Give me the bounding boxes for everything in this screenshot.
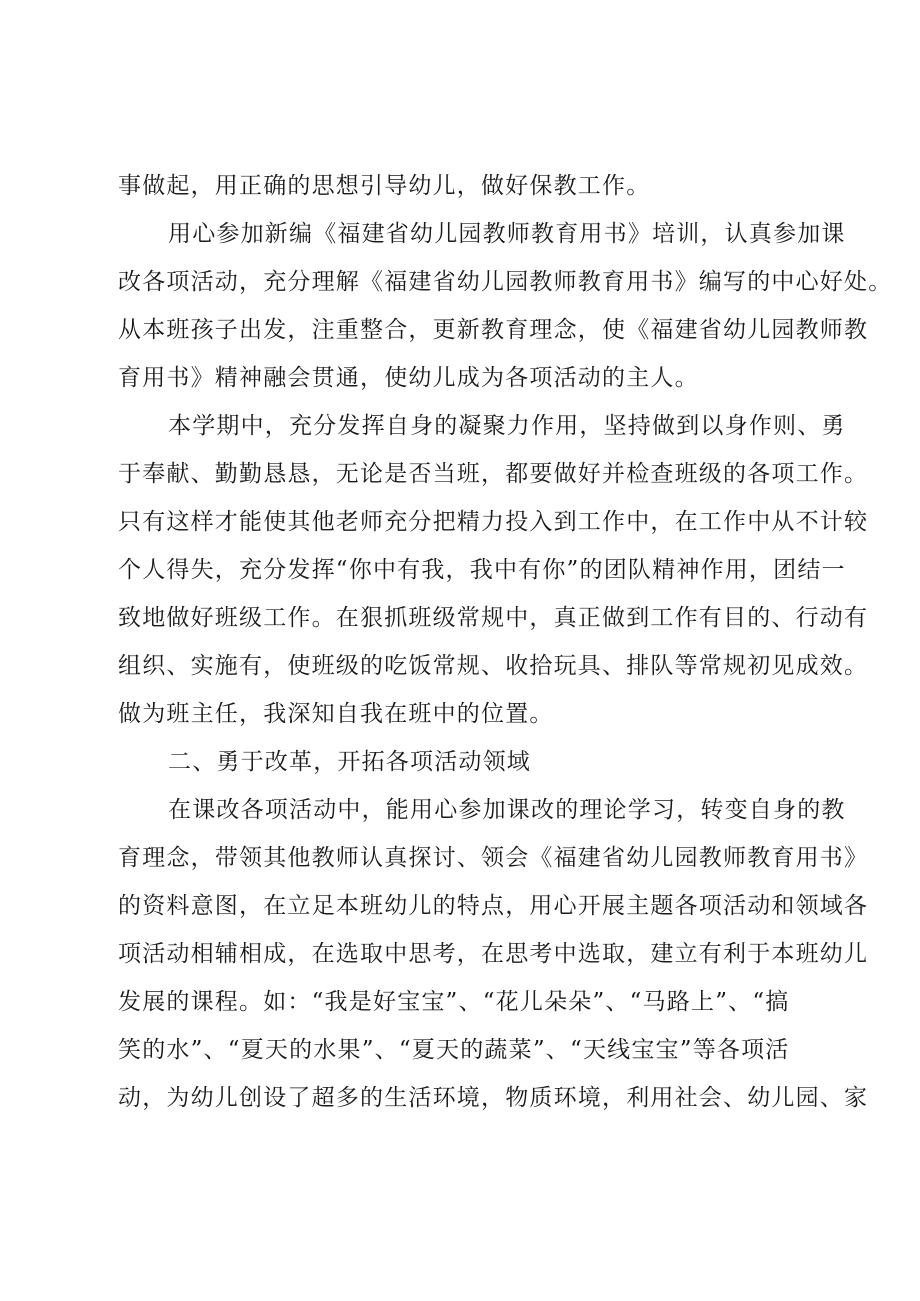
text-line: 育用书》精神融会贯通，使幼儿成为各项活动的主人。 xyxy=(118,365,699,391)
text-line: 项活动相辅相成，在选取中思考，在思考中选取，建立有利于本班幼儿 xyxy=(118,941,869,967)
paragraph-start-line: 本学期中，充分发挥自身的凝聚力作用，坚持做到以身作则、勇 xyxy=(168,413,846,439)
text-line: 的资料意图，在立足本班幼儿的特点，用心开展主题各项活动和领域各 xyxy=(118,893,869,919)
text-line: 组织、实施有，使班级的吃饭常规、收拾玩具、排队等常规初见成效。 xyxy=(118,653,869,679)
text-line: 发展的课程。如：“我是好宝宝”、“花儿朵朵”、“马路上”、“搞 xyxy=(118,989,790,1015)
text-line: 事做起，用正确的思想引导幼儿，做好保教工作。 xyxy=(118,173,651,199)
paragraph-start-line: 在课改各项活动中，能用心参加课改的理论学习，转变自身的教 xyxy=(168,797,846,823)
text-line: 只有这样才能使其他老师充分把精力投入到工作中，在工作中从不计较 xyxy=(118,509,869,535)
text-line: 做为班主任，我深知自我在班中的位置。 xyxy=(118,701,554,727)
text-line: 致地做好班级工作。在狠抓班级常规中，真正做到工作有目的、行动有 xyxy=(118,605,869,631)
paragraph-start-line: 用心参加新编《福建省幼儿园教师教育用书》培训，认真参加课 xyxy=(168,221,846,247)
text-line: 于奉献、勤勤恳恳，无论是否当班，都要做好并检查班级的各项工作。 xyxy=(118,461,869,487)
text-line: 从本班孩子出发，注重整合，更新教育理念，使《福建省幼儿园教师教 xyxy=(118,317,869,343)
text-line: 个人得失，充分发挥“你中有我，我中有你”的团队精神作用，团结一 xyxy=(118,557,846,583)
section-heading: 二、勇于改革，开拓各项活动领域 xyxy=(168,749,531,775)
text-line: 改各项活动，充分理解《福建省幼儿园教师教育用书》编写的中心好处。 xyxy=(118,269,893,295)
text-line: 育理念，带领其他教师认真探讨、领会《福建省幼儿园教师教育用书》 xyxy=(118,845,869,871)
text-line: 动，为幼儿创设了超多的生活环境，物质环境，利用社会、幼儿园、家 xyxy=(118,1085,869,1111)
document-body xyxy=(118,162,893,1122)
text-line: 笑的水”、“夏天的水果”、“夏天的蔬菜”、“天线宝宝”等各项活 xyxy=(118,1037,790,1063)
